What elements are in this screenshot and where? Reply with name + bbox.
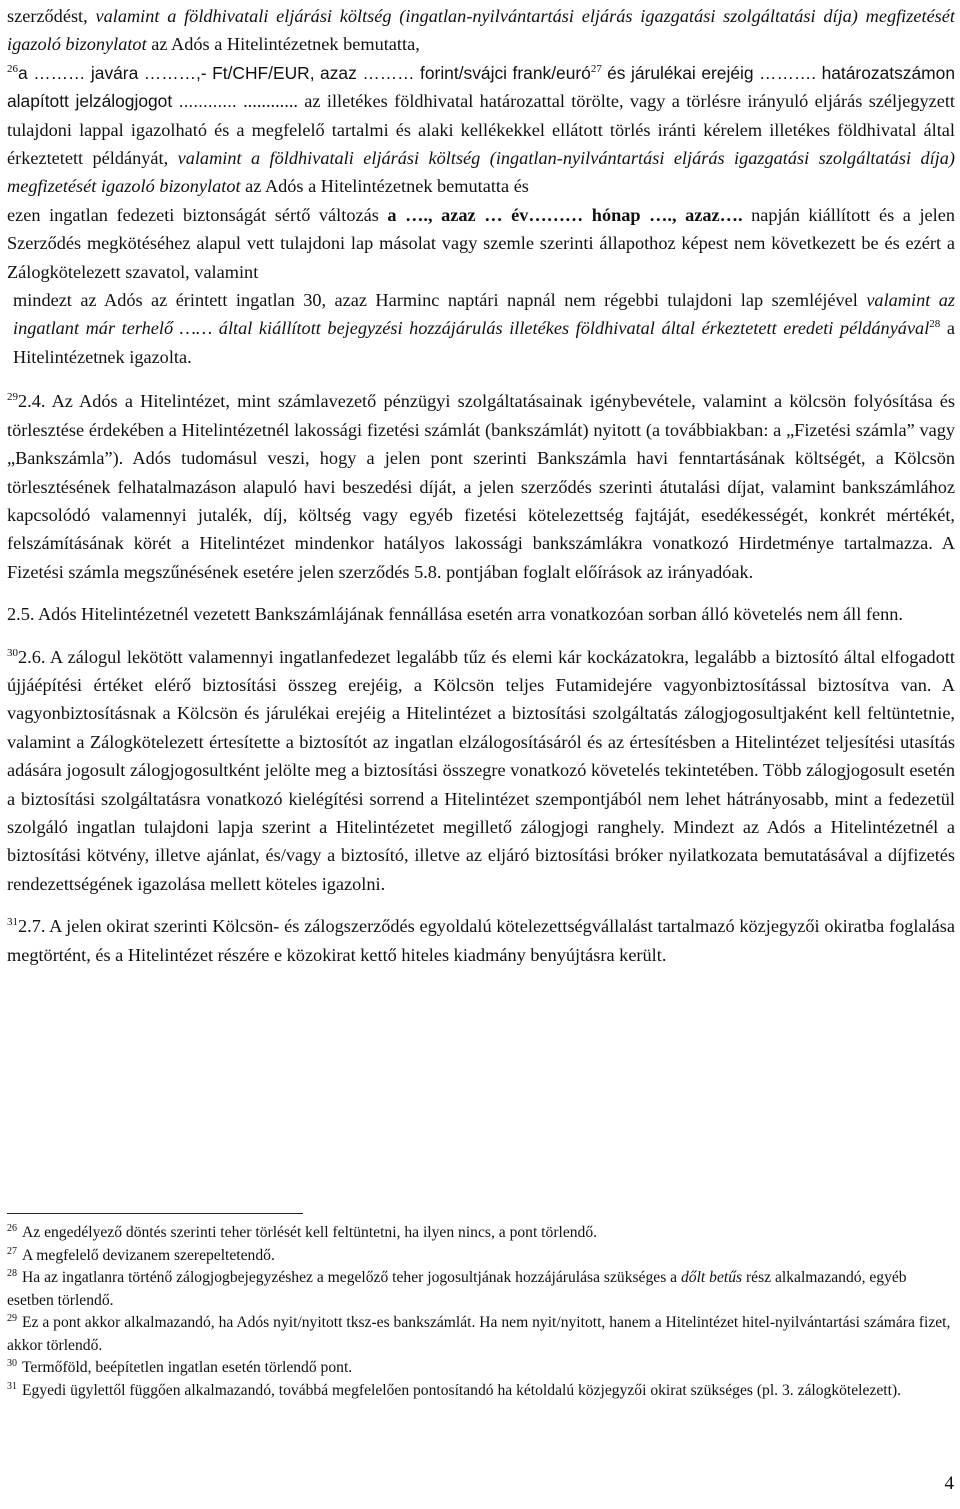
text-run: az Adós a Hitelintézetnek bemutatta és — [245, 176, 529, 197]
footnote-text: rész alkalmazandó, egyéb esetben törlendő. — [7, 1269, 907, 1309]
footnote-number: 27 — [7, 1245, 17, 1257]
footnote — [7, 1380, 955, 1403]
footnote-ref: 27 — [590, 62, 602, 75]
footnote-number: 26 — [7, 1223, 17, 1234]
text-run: mindezt az Adós az érintett ingatlan 30, azaz Harminc naptári napnál nem régebbi tulajdoni lap szemléjével — [13, 290, 858, 311]
paragraph-intro — [7, 2, 955, 59]
text-run: ezen ingatlan fedezeti biztonságát sértő változás — [7, 204, 379, 225]
text-run: és járulékai erejéig ………. határozatszámon alapított jelzálogjogot ............ — [7, 62, 955, 112]
italic-run: által kiállított bejegyzési hozzájárulás illetékes földhivatal által érkeztetett eredeti példányával — [218, 318, 930, 339]
section-text: 2.7. A jelen okirat szerinti Kölcsön- és zálogszerződés egyoldalú kötelezettségvállalást tartalmazó közjegyzői okiratba foglalása megtörtént, és a Hitelintézet részére e közokirat kettő hiteles kiadmány benyújtásra került. — [7, 916, 955, 965]
footnote-number: 30 — [7, 1358, 17, 1369]
footnote-number: 28 — [7, 1268, 17, 1279]
paragraph-mortgage-deletion — [7, 59, 955, 201]
footnote-text: Termőföld, beépítetlen ingatlan esetén törlendő pont. — [22, 1359, 353, 1376]
footnote-ref: 29 — [7, 391, 18, 404]
footnote-italic: dőlt betűs — [681, 1269, 743, 1286]
section-2-4 — [7, 387, 955, 586]
text-run: napján kiállított és a jelen Szerződés megkötéséhez alapul vett tulajdoni lap másolat vagy szemle szerinti állapothoz képest nem következett be és ezért a Zálogkötelezett szavatol, valamint — [7, 204, 956, 282]
paragraph-property-change — [7, 201, 955, 286]
footnote-separator — [7, 1213, 303, 1214]
section-2-7 — [7, 912, 955, 969]
text-run: ............ az illetékes földhivatal határozattal törölte, vagy a törlésre irányuló eljárás széljegyzett tulajdoni lappal igazolható és a megfelelő tartalmi és alaki kellékekkel ellátott törlés iránti kérelem illetékes földhivatal által érkeztetett példányát, — [7, 91, 955, 169]
footnote-number: 29 — [7, 1313, 17, 1324]
text-run: a Hitelintézetnek igazolta. — [13, 318, 955, 367]
section-text: 2.6. A zálogul lekötött valamennyi ingatlanfedezet legalább tűz és elemi kár kockázatokra, legalább a biztosító által elfogadott újjáépítési értéket elérő biztosítási összeg erejéig, a Kölcsön teljes Futamidejére vagyonbiztosítással biztosítva van. A vagyonbiztosításnak a Kölcsön és járulékai erejéig a Hitelintézet a biztosítási szolgáltatás zálogjogosultjaként kell feltüntetnie, valamint a Zálogkötelezett értesítette a biztosítót az ingatlan elzálogosításáról és az értesítésben a Hitelintézet teljesítési utasítás adására jogosult zálogjogosultként jelölte meg a biztosítási összegre vonatkozó követelés tekintetében. Több zálogjogosult esetén a biztosítási szolgáltatásra vonatkozó kielégítési sorrend a Hitelintézet szempontjából nem lehet hátrányosabb, mint a fedezetül szolgáló ingatlan tulajdoni lapja szerint a Hitelintézetet megillető zálogjogi ranghely. Mindezt az Adós a Hitelintézetnél a biztosítási kötvény, illetve ajánlat, és/vagy a biztosító, illetve az eljáró biztosítási bróker nyilatkozata bemutatásával a díjfizetés rendezettségének igazolása mellett köteles igazolni. — [7, 646, 955, 894]
section-text: 2.4. Az Adós a Hitelintézet, mint számlavezető pénzügyi szolgáltatásainak igénybevétele, valamint a kölcsön folyósítása és törlesztése érdekében a Hitelintézetnél lakossági fizetési számlát (bankszámlát) nyitott (a továbbiakban: a „Fizetési számla” vagy „Bankszámla”). Adós tudomásul veszi, hogy a jelen pont szerinti Bankszámla havi fenntartásának költségét, a Kölcsön törlesztésének felhatalmazáson alapuló havi beszedési díját, a jelen szerződés szerinti átutalási díjat, valamint bankszámlához kapcsolódó valamennyi jutalék, díj, költség vagy egyéb fizetési kötelezettség fajtáját, esedékességét, konkrét mértékét, felszámításának körét a Hitelintézet mindenkor hatályos lakossági bankszámlákra vonatkozó Hirdetménye tartalmazza. A Fizetési számla megszűnésének esetére jelen szerződés 5.8. pontjában foglalt előírások az irányadóak. — [7, 391, 955, 582]
footnote-ref: 28 — [929, 318, 941, 331]
footnote-text: Egyedi ügylettől függően alkalmazandó, továbbá megfelelően pontosítandó ha kétoldalú közjegyzői okirat szükséges (pl. 3. zálogkötelezett). — [22, 1381, 902, 1399]
section-2-6 — [7, 643, 955, 899]
paragraph-ownership-sheet — [7, 286, 955, 371]
footnote-ref: 31 — [7, 916, 18, 929]
main-body — [7, 2, 955, 969]
footnote — [7, 1357, 955, 1380]
section-2-5 — [7, 600, 955, 628]
footnote — [7, 1267, 955, 1312]
bold-run: a …., azaz … év……… hónap …., azaz…. — [387, 204, 743, 225]
italic-run: valamint az ingatlant már terhelő …… — [13, 290, 955, 339]
footnote-text: Ez a pont akkor alkalmazandó, ha Adós nyit/nyitott tksz-es bankszámlát. Ha nem nyit/nyitott, hanem a Hitelintézet hitel-nyilvántartási számára fizet, akkor törlendő. — [7, 1314, 951, 1354]
text-run: szerződést, — [7, 6, 88, 26]
footnote — [7, 1312, 955, 1357]
footnote-number: 31 — [7, 1380, 17, 1392]
italic-run: valamint a földhivatali eljárási költség (ingatlan-nyilvántartási eljárás igazgatási szolgáltatási díja) megfizetését igazoló bizonylatot — [7, 148, 955, 197]
footnote-text: Az engedélyező döntés szerinti teher törlését kell feltüntetni, ha ilyen nincs, a pont törlendő. — [22, 1224, 598, 1241]
footnote-ref: 30 — [7, 646, 18, 659]
text-run: az Adós a Hitelintézetnek bemutatta, — [151, 34, 420, 55]
section-text: 2.5. Adós Hitelintézetnél vezetett Bankszámlájának fennállása esetén arra vonatkozóan sorban álló követelés nem áll fenn. — [7, 604, 903, 625]
italic-run: valamint a földhivatali eljárási költség (ingatlan-nyilvántartási eljárás igazgatási szolgáltatási díja) megfizetését igazoló bizonylatot — [7, 6, 955, 55]
text-run: a ……… javára ………,- Ft/CHF/EUR, azaz ……… forint/svájci frank/euró — [18, 62, 591, 83]
footnote — [7, 1222, 955, 1245]
footnote — [7, 1245, 955, 1268]
footnotes — [7, 1222, 955, 1402]
footnote-ref: 26 — [7, 62, 18, 75]
footnote-text: A megfelelő devizanem szerepeltetendő. — [22, 1246, 275, 1264]
page-number: 4 — [944, 1473, 954, 1494]
footnote-text: Ha az ingatlanra történő zálogjogbejegyzéshez a megelőző teher jogosultjának hozzájárulása szükséges a — [22, 1269, 678, 1286]
